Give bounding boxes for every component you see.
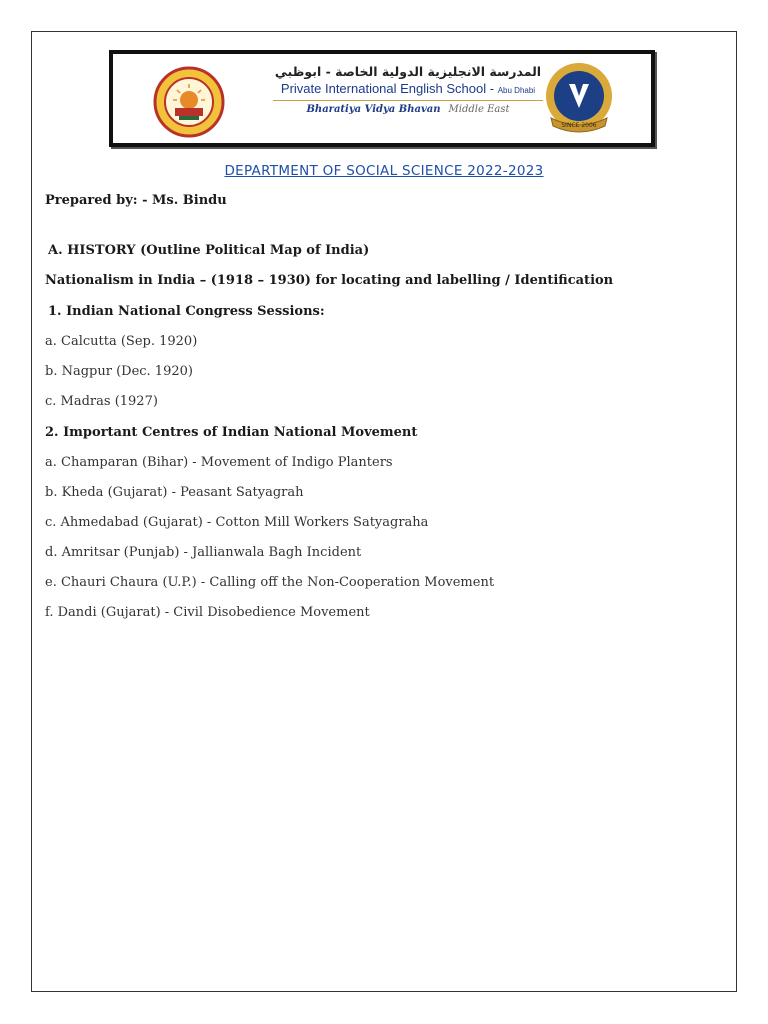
section-heading-history: A. HISTORY (Outline Political Map of India) <box>48 243 370 258</box>
school-crest-icon <box>153 66 225 138</box>
list-item: e. Chauri Chaura (U.P.) - Calling off the Non-Cooperation Movement <box>45 575 495 590</box>
heading-congress-sessions: 1. Indian National Congress Sessions: <box>48 304 325 319</box>
list-item: c. Ahmedabad (Gujarat) - Cotton Mill Workers Satyagraha <box>45 515 429 530</box>
school-name-arabic: المدرسة الانجليزية الدولية الخاصة - ابوظبي <box>274 64 542 79</box>
list-item: a. Calcutta (Sep. 1920) <box>45 334 198 349</box>
list-item: b. Nagpur (Dec. 1920) <box>45 364 193 379</box>
svg-text:SINCE 2006: SINCE 2006 <box>561 122 597 129</box>
list-item: f. Dandi (Gujarat) - Civil Disobedience Movement <box>45 605 370 620</box>
list-item: b. Kheda (Gujarat) - Peasant Satyagrah <box>45 485 304 500</box>
list-item: c. Madras (1927) <box>45 394 158 409</box>
bhavan-emblem-icon <box>539 60 619 140</box>
prepared-by: Prepared by: - Ms. Bindu <box>45 193 227 208</box>
divider <box>273 100 543 101</box>
school-banner <box>109 50 655 147</box>
list-item: a. Champaran (Bihar) - Movement of Indigo Planters <box>45 455 393 470</box>
heading-national-movement: 2. Important Centres of Indian National Movement <box>45 425 418 440</box>
affiliation: Bharatiya Vidya Bhavan Middle East <box>306 104 510 115</box>
department-title: DEPARTMENT OF SOCIAL SCIENCE 2022-2023 <box>224 163 544 179</box>
list-item: d. Amritsar (Punjab) - Jallianwala Bagh Incident <box>45 545 362 560</box>
school-name-english: Private International English School - Abu Dhabi <box>280 81 536 96</box>
document-subtitle: Nationalism in India – (1918 – 1930) for locating and labelling / Identification <box>45 273 614 288</box>
